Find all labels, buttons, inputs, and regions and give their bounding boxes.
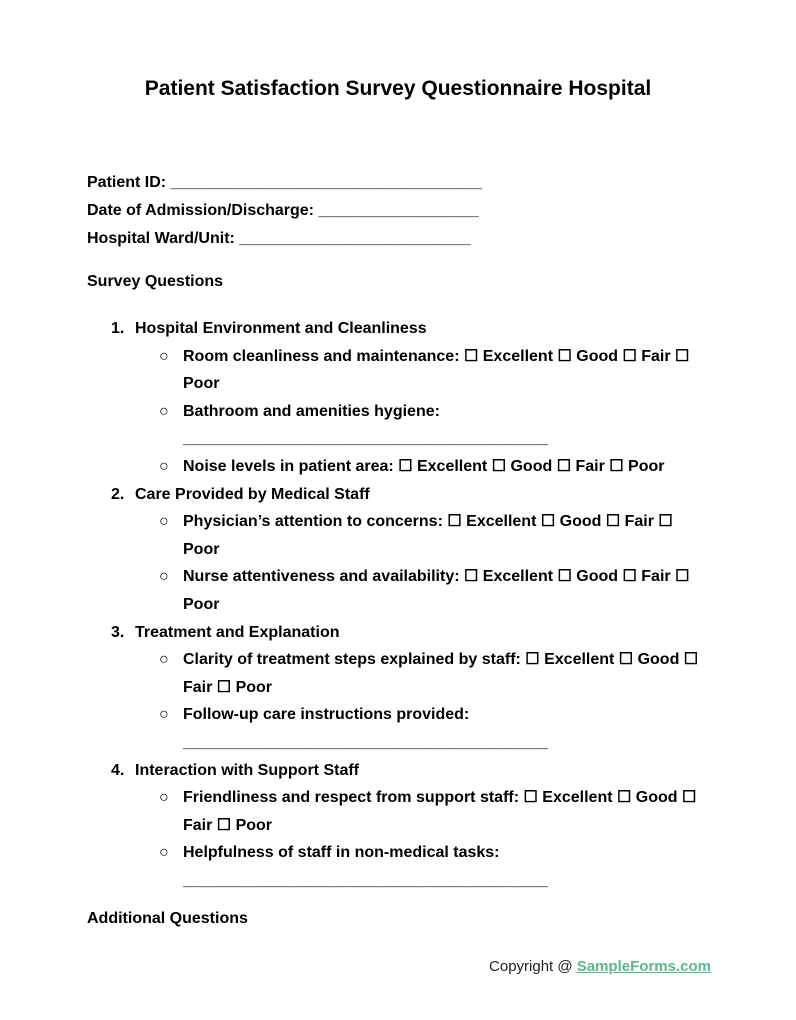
question-title: Hospital Environment and Cleanliness [135,320,427,337]
sub-question-text: Room cleanliness and maintenance: ☐ Excellent ☐ Good ☐ Fair ☐ Poor [183,347,690,393]
hollow-bullet-icon: ○ [159,651,169,669]
copyright-footer [489,958,711,975]
survey-questions-heading: Survey Questions [87,273,224,290]
question-item [87,315,727,481]
copyright-prefix: Copyright @ [489,958,577,975]
sub-question-item [135,453,703,481]
question-item [87,481,727,619]
sub-question-text: Physician’s attention to concerns: ☐ Excellent ☐ Good ☐ Fair ☐ Poor [183,513,673,558]
patient-id-field [87,174,482,192]
hollow-bullet-icon: ○ [159,347,169,365]
ward-unit-field [87,230,471,248]
admission-date-field [87,202,479,220]
field-blank-line[interactable]: __________________________ [239,230,471,247]
answer-blank-line[interactable]: _________________________________________ [183,733,548,751]
sub-question-text: Follow-up care instructions provided: [183,706,470,724]
sub-question-item [135,563,703,618]
hollow-bullet-icon: ○ [159,457,169,475]
sub-question-item [135,701,703,756]
sub-question-text: Clarity of treatment steps explained by staff: ☐ Excellent ☐ Good ☐ Fair ☐ Poor [183,651,699,696]
sub-question-list [135,646,727,756]
hollow-bullet-icon: ○ [159,844,169,862]
sampleforms-link[interactable]: SampleForms.com [576,958,711,975]
answer-blank-line[interactable]: _________________________________________ [183,430,548,448]
question-list [87,315,727,894]
sub-question-text: Nurse attentiveness and availability: ☐ Excellent ☐ Good ☐ Fair ☐ Poor [183,568,690,613]
sub-question-list [135,784,727,894]
sub-question-text: Friendliness and respect from support staff: ☐ Excellent ☐ Good ☐ Fair ☐ Poor [183,789,697,834]
answer-blank-line[interactable]: _________________________________________ [183,871,548,889]
sub-question-item [135,343,703,398]
question-item [87,757,727,895]
question-number: 3. [111,623,125,641]
hollow-bullet-icon: ○ [159,789,169,807]
sub-question-text: Helpfulness of staff in non-medical tasks: [183,844,500,862]
question-title: Care Provided by Medical Staff [135,485,370,503]
sub-question-item [135,784,703,839]
sub-question-list [135,508,727,618]
field-label: Date of Admission/Discharge: [87,202,315,219]
sub-question-text: Bathroom and amenities hygiene: [183,402,440,420]
sub-question-item [135,398,703,453]
question-title: Treatment and Explanation [135,623,340,641]
question-number: 2. [111,485,125,503]
field-label: Patient ID: [87,174,167,191]
hollow-bullet-icon: ○ [159,706,169,724]
hollow-bullet-icon: ○ [159,513,169,531]
sub-question-text: Noise levels in patient area: ☐ Excellent ☐ Good ☐ Fair ☐ Poor [183,457,665,475]
field-blank-line[interactable]: ___________________________________ [170,174,483,191]
field-blank-line[interactable]: __________________ [318,202,479,219]
page-title: Patient Satisfaction Survey Questionnaire Hospital [144,77,652,100]
sub-question-item [135,839,703,894]
question-number: 1. [111,320,125,337]
question-number: 4. [111,761,125,779]
hollow-bullet-icon: ○ [159,568,169,586]
hollow-bullet-icon: ○ [159,402,169,420]
field-label: Hospital Ward/Unit: [87,230,235,247]
additional-questions-heading: Additional Questions [87,910,248,927]
question-title: Interaction with Support Staff [135,761,359,779]
question-item [87,619,727,757]
sub-question-item [135,508,703,563]
sub-question-item [135,646,703,701]
sub-question-list [135,343,727,481]
